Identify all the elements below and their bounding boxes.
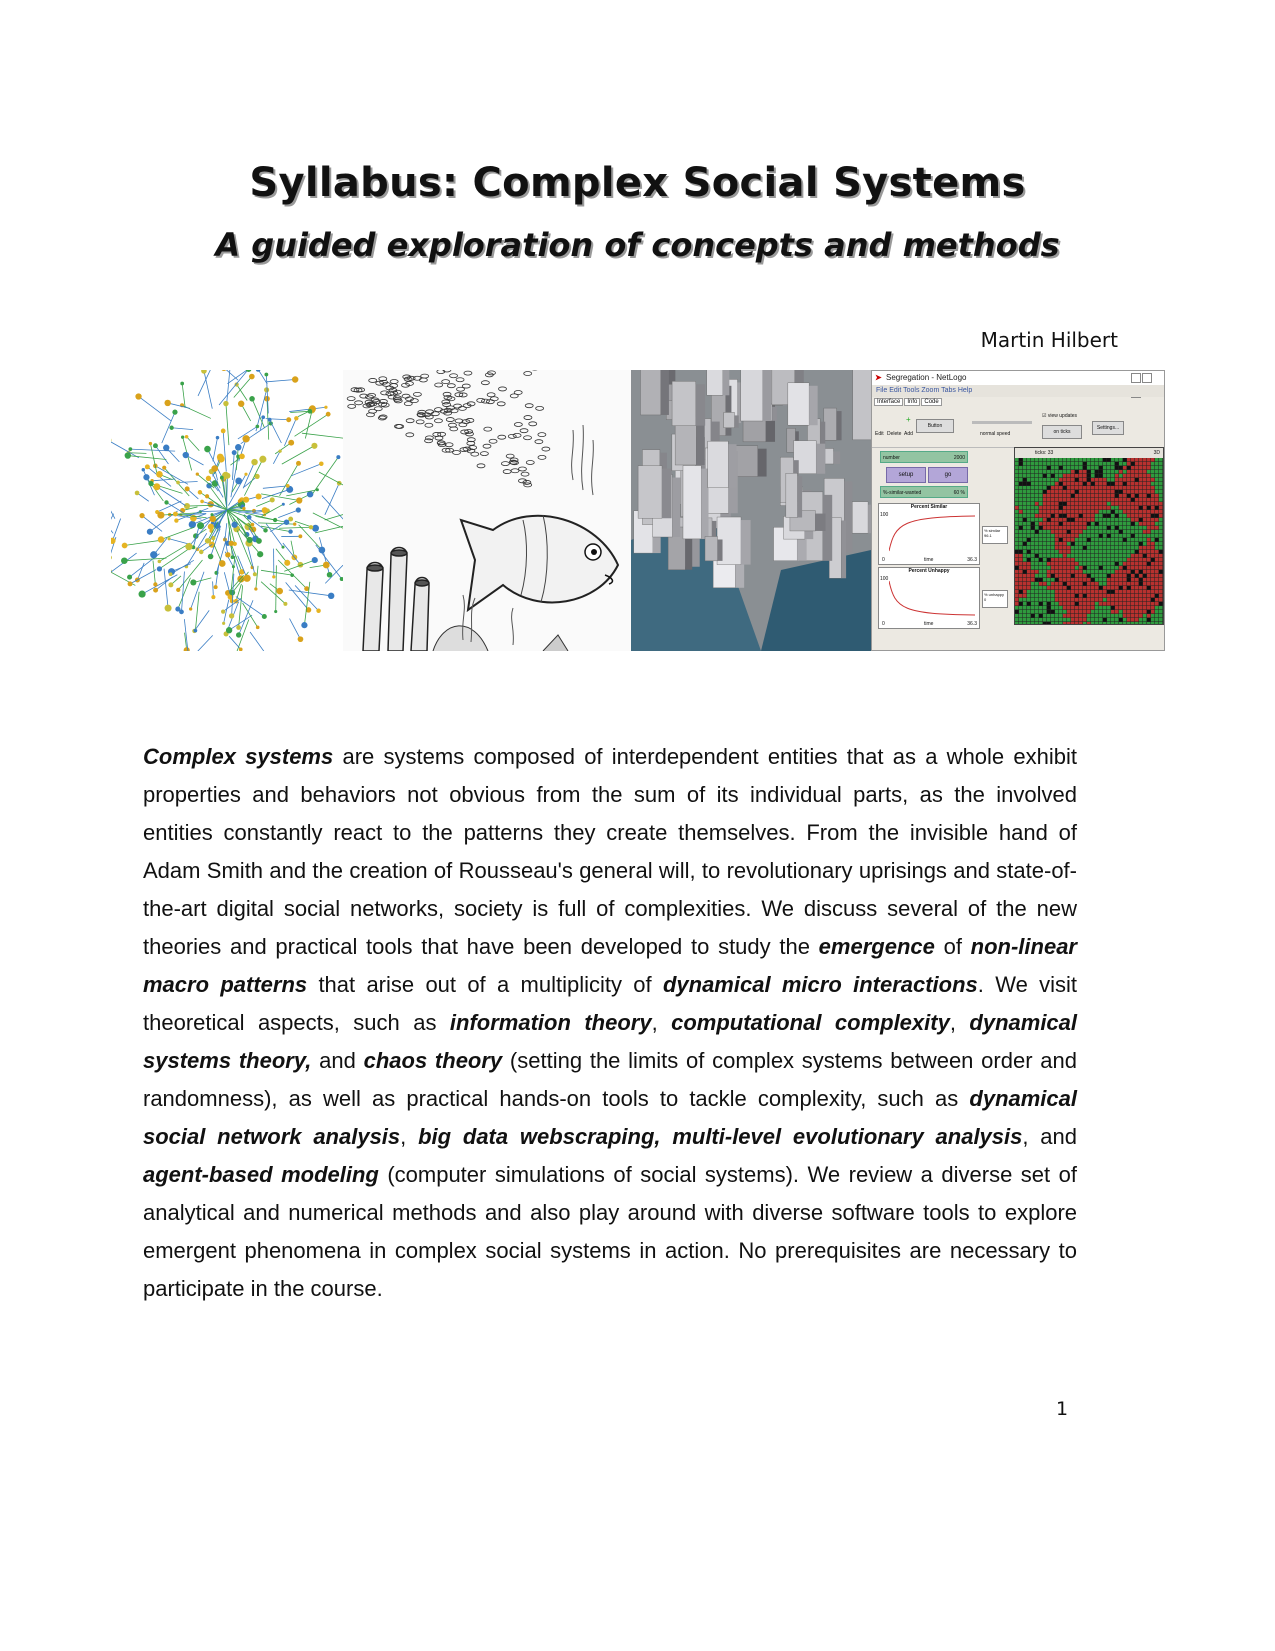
netlogo-toolbar [872,409,1164,448]
document-subtitle: A guided exploration of concepts and methods [215,226,1060,264]
toolbar-delete: Delete [887,431,902,437]
add-plus-icon: + [906,415,911,424]
slider-number-value: 2000 [953,455,965,461]
network-graph-image [111,370,343,651]
plot-similar-title: Percent Similar [910,504,948,510]
netlogo-tab-interface: Interface [874,398,903,406]
view-3d-button: 3D [1153,450,1160,456]
netlogo-screenshot [871,370,1165,651]
plot-unhappy-curve [889,577,975,617]
plot-unhappy-ymax: 100 [880,576,889,582]
plot-similar-xmax: 36.3 [967,557,977,563]
speed-label: normal speed [980,431,1011,437]
course-description [143,738,1077,1308]
view-updates-label: view updates [1047,413,1078,419]
slider-similar-value: 60 % [953,490,965,496]
add-widget-chooser: Button [916,419,954,433]
speed-slider-track [972,421,1032,424]
plot-similar-xlabel: time [924,557,934,563]
term-information-theory: information theory [449,1010,652,1035]
term-chaos-theory: chaos theory [363,1048,503,1073]
text-span: . We visit theoretical aspects, such as [143,972,1077,1035]
city-3d-model-image [631,370,871,651]
netlogo-window-title: Segregation - NetLogo [886,373,967,382]
go-button: go [928,467,968,483]
plot-unhappy-ymin: 0 [882,621,885,627]
text-span: (setting the limits of complex systems between order and randomness), as well as practical hands-on tools to tackle complexity, such as [143,1048,1077,1111]
netlogo-tab-info: Info [904,398,920,406]
view-header [1015,448,1163,458]
netlogo-tab-code: Code [921,398,941,406]
text-span: that arise out of a multiplicity of [307,972,663,997]
netlogo-title-bar [872,371,1164,385]
network-graph-drawing [111,370,343,651]
plot-similar-curve [889,513,975,553]
plot-similar-ymin: 0 [882,557,885,563]
toolbar-edit: Edit [875,431,884,437]
text-span: , [651,1010,672,1035]
settings-button: Settings... [1092,421,1124,435]
monitor-similar-label: % similar [984,528,1001,533]
page-number: 1 [1056,1398,1069,1420]
plot-percent-similar [878,503,980,565]
city-model-drawing [631,370,871,651]
window-controls-icon [1131,373,1161,382]
document-title: Syllabus: Complex Social Systems [249,160,1026,206]
monitor-unhappy [982,590,1008,608]
banner-image-strip [111,370,1165,651]
plot-unhappy-xlabel: time [924,621,934,627]
term-emergence: emergence [818,934,935,959]
view-updates-checkbox: ☑ view updates [1042,413,1078,419]
plot-unhappy-title: Percent Unhappy [908,568,950,574]
plot-unhappy-xmax: 36.3 [967,621,977,627]
monitor-similar-value: 96.1 [984,533,992,538]
fish-school-sketch-image [343,370,631,651]
slider-similar-label: %-similar-wanted [883,490,922,496]
segregation-grid [1015,458,1163,624]
netlogo-logo-icon: ➤ [875,373,882,382]
term-agent-based-modeling: agent-based modeling [143,1162,379,1187]
text-span: are systems composed of interdependent entities that as a whole exhibit properties and behaviors not obvious from the sum of its individual parts, as the involved entities constantly react to the patterns they create themselves. From the invisible hand of Adam Smith and the creation of Rousseau's general will, to revolutionary uprisings and state-of-the-art digital social networks, society is full of complexities. We discuss several of the new theories and practical tools that have been developed to study the [143,744,1078,959]
term-big-data-webscraping: big data webscraping, multi-level evolutionary analysis [418,1124,1023,1149]
text-span: (computer simulations of social systems). We review a diverse set of analytical and numerical methods and also play around with diverse software tools to explore emergent phenomena in complex social systems in action. No prerequisites are necessary to participate in the course. [143,1162,1077,1301]
author-name: Martin Hilbert [980,328,1118,352]
ticks-counter: ticks: 33 [1035,450,1054,456]
netlogo-world-view [1014,447,1164,625]
slider-similar-wanted [880,486,968,498]
term-dynamical-social-network-analysis: dynamical social network analysis [143,1086,1077,1149]
monitor-similar [982,526,1008,544]
term-dynamical-micro-interactions: dynamical micro interactions [662,972,978,997]
monitor-unhappy-label: % unhappy [984,592,1005,597]
term-dynamical-systems-theory: dynamical systems theory, [143,1010,1078,1073]
text-span: , [400,1124,419,1149]
netlogo-tabs [874,398,943,408]
text-span: , [949,1010,970,1035]
netlogo-menu-bar: File Edit Tools Zoom Tabs Help [872,385,1164,397]
term-complex-systems: Complex systems [143,744,334,769]
term-non-linear-macro-patterns: non-linear macro patterns [143,934,1077,997]
toolbar-add: Add [904,431,913,437]
plot-similar-ymax: 100 [880,512,889,518]
plot-percent-unhappy [878,567,980,629]
fish-sketch-drawing [343,370,631,651]
text-span: of [934,934,971,959]
monitor-unhappy-value: 0 [984,597,987,602]
term-computational-complexity: computational complexity [671,1010,950,1035]
update-mode-select: on ticks [1042,425,1082,439]
text-span: , and [1022,1124,1077,1149]
setup-button: setup [886,467,926,483]
slider-number-label: number [883,455,900,461]
text-span: and [311,1048,364,1073]
slider-number [880,451,968,463]
